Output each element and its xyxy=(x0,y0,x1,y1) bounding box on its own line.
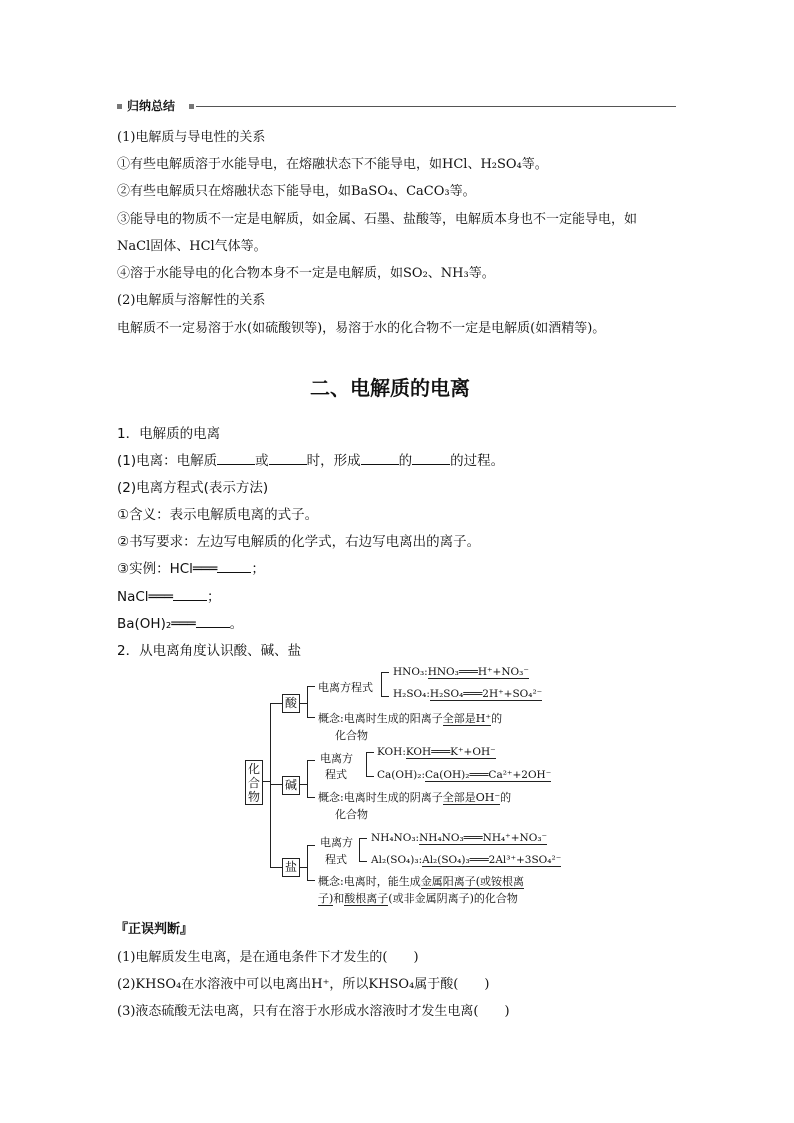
summary-line-3: ②有些电解质只在熔融状态下能导电，如BaSO₄、CaCO₃等。 xyxy=(117,184,476,199)
summary-line-5: NaCl固体、HCl气体等。 xyxy=(117,239,267,254)
base-box: 碱 xyxy=(282,776,300,795)
header-square-left xyxy=(117,104,122,109)
blank-1 xyxy=(217,452,255,465)
header-rule xyxy=(196,106,676,107)
base-eq2-formula: Ca(OH)₂═══Ca²⁺+2OH⁻ xyxy=(425,769,552,781)
base-eq-brace-top xyxy=(366,752,374,753)
salt-eq1-prefix: NH₄NO₃: xyxy=(371,832,420,844)
part2-heading: 2．从电离角度认识酸、碱、盐 xyxy=(117,643,302,659)
base-eq1-prefix: KOH: xyxy=(377,746,406,758)
judge-item-1 xyxy=(117,948,419,968)
acid-concept-a: 概念:电离时生成的阳离子 xyxy=(318,712,443,725)
base-eq-brace-bottom xyxy=(366,776,374,777)
part1-heading: 1．电解质的电离 xyxy=(117,426,221,442)
baoh-label: Ba(OH)₂═══ xyxy=(117,616,196,632)
salt-eq-brace-bottom xyxy=(359,861,367,862)
salt-eq1 xyxy=(371,832,547,844)
acid-eq2 xyxy=(393,688,542,700)
nacl-label: NaCl═══ xyxy=(117,589,173,605)
judge-item-2-text: (2)KHSO₄在水溶液中可以电离出H⁺，所以KHSO₄属于酸( xyxy=(117,977,459,992)
base-concept-b: 的 xyxy=(500,791,512,804)
judge-item-1-text: (1)电解质发生电离，是在通电条件下才发生的( xyxy=(117,950,388,965)
judge-title-text: 正误判断 xyxy=(128,922,181,937)
section-title: 二、电解质的电离 xyxy=(310,376,470,400)
salt-brace-top xyxy=(307,845,315,846)
acid-eq1-prefix: HNO₃: xyxy=(393,666,428,678)
ionization-text-c: 时，形成 xyxy=(306,453,361,469)
summary-line-4: ③能导电的物质不一定是电解质，如金属、石墨、盐酸等，电解质本身也不一定能导电，如 xyxy=(117,212,638,227)
summary-label: 归纳总结 xyxy=(127,99,176,113)
salt-concept-line2 xyxy=(318,890,518,906)
example-nacl xyxy=(117,587,220,607)
acid-concept xyxy=(318,710,502,726)
base-concept-c: 化合物 xyxy=(335,808,368,821)
base-eq-label-1: 电离方 xyxy=(320,752,353,765)
ionization-text-e: 的过程。 xyxy=(450,453,505,469)
base-concept xyxy=(318,789,511,805)
salt-concept-underlined-2: 子) xyxy=(318,892,334,905)
acid-eq1-formula: HNO₃═══H⁺+NO₃⁻ xyxy=(427,666,529,678)
salt-concept xyxy=(318,873,524,889)
salt-brace xyxy=(307,845,308,881)
acid-eq2-formula: H₂SO₄═══2H⁺+SO₄²⁻ xyxy=(429,688,543,700)
ionization-text-d: 的 xyxy=(398,453,413,469)
salt-eq-brace xyxy=(359,838,360,862)
base-concept-a: 概念:电离时生成的阴离子 xyxy=(318,791,443,804)
salt-concept-underlined-3: 酸根离子 xyxy=(344,892,389,905)
example-end: ； xyxy=(251,561,265,577)
salt-eq1-formula: NH₄NO₃═══NH₄⁺+NO₃⁻ xyxy=(419,832,548,844)
base-brace-top xyxy=(307,760,315,761)
acid-concept-b: 的 xyxy=(491,712,503,725)
root-label: 化合物 xyxy=(247,762,260,804)
salt-eq2-prefix: Al₂(SO₄)₃: xyxy=(371,854,423,866)
salt-eq2 xyxy=(371,854,561,866)
acid-eq-brace-top xyxy=(381,672,389,673)
base-eq1 xyxy=(377,746,496,758)
judge-item-1-end: ) xyxy=(413,950,419,965)
ionization-text-a: (1)电离：电解质 xyxy=(117,453,218,469)
salt-eq-brace-top xyxy=(359,838,367,839)
judge-item-3-end: ) xyxy=(504,1004,510,1019)
acid-eq-label: 电离方程式 xyxy=(318,681,373,694)
acid-box: 酸 xyxy=(282,694,300,713)
judge-item-3 xyxy=(117,1002,510,1022)
base-stub xyxy=(299,784,307,785)
root-connector xyxy=(262,781,270,782)
salt-stub xyxy=(299,867,307,868)
acid-brace-bottom xyxy=(307,717,315,718)
base-eq-label-2: 程式 xyxy=(325,768,347,781)
base-concept-underlined: 全部是OH⁻ xyxy=(442,791,501,804)
summary-line-6: ④溶于水能导电的化合物本身不一定是电解质，如SO₂、NH₃等。 xyxy=(117,266,495,281)
acid-brace-top xyxy=(307,686,315,687)
acid-eq-brace-bottom xyxy=(381,696,389,697)
salt-eq2-formula: Al₂(SO₄)₃═══2Al³⁺+3SO₄²⁻ xyxy=(422,854,562,866)
equation-title: (2)电离方程式(表示方法) xyxy=(117,480,269,496)
salt-box: 盐 xyxy=(282,858,300,877)
acid-connector xyxy=(270,703,282,704)
ionization-text-b: 或 xyxy=(255,453,269,469)
acid-concept-underlined: 全部是H⁺ xyxy=(442,712,492,725)
requirement-line: ②书写要求：左边写电解质的化学式，右边写电离出的离子。 xyxy=(117,534,481,550)
acid-stub xyxy=(299,703,307,704)
summary-line-8: 电解质不一定易溶于水(如硫酸钡等)，易溶于水的化合物不一定是电解质(如酒精等)。 xyxy=(117,321,606,336)
salt-concept-underlined-1: 金属阳离子(或铵根离 xyxy=(420,875,525,888)
acid-concept-c: 化合物 xyxy=(335,729,368,742)
header-square-right xyxy=(189,104,194,109)
judge-item-3-text: (3)液态硫酸无法电离，只有在溶于水形成水溶液时才发生电离( xyxy=(117,1004,479,1019)
blank-hcl xyxy=(217,560,251,573)
acid-eq-brace xyxy=(381,672,382,697)
judge-item-2-end: ) xyxy=(484,977,490,992)
root-box xyxy=(245,760,263,805)
baoh-end: 。 xyxy=(229,616,244,632)
example-baoh xyxy=(117,614,243,634)
base-connector xyxy=(270,784,282,785)
blank-3 xyxy=(361,452,399,465)
salt-brace-bottom xyxy=(307,880,315,881)
blank-2 xyxy=(269,452,307,465)
salt-concept-c: (或非金属阴离子)的化合物 xyxy=(388,892,518,905)
salt-concept-b: 和 xyxy=(333,892,345,905)
base-brace xyxy=(307,760,308,798)
summary-line-1: (1)电解质与导电性的关系 xyxy=(117,130,266,145)
blank-nacl xyxy=(173,588,207,601)
example-hcl xyxy=(117,559,265,579)
base-eq2 xyxy=(377,769,551,781)
example-label: ③实例：HCl═══ xyxy=(117,561,218,577)
salt-eq-label-2: 程式 xyxy=(325,853,347,866)
salt-eq-label-1: 电离方 xyxy=(320,836,353,849)
acid-brace xyxy=(307,686,308,718)
judge-item-2 xyxy=(117,975,489,995)
blank-4 xyxy=(412,452,450,465)
salt-concept-a: 概念:电离时，能生成 xyxy=(318,875,421,888)
blank-baoh xyxy=(196,615,230,628)
acid-eq1 xyxy=(393,666,529,678)
root-brace xyxy=(270,703,271,867)
summary-line-7: (2)电解质与溶解性的关系 xyxy=(117,293,266,308)
ionization-definition xyxy=(117,451,504,471)
base-brace-bottom xyxy=(307,797,315,798)
base-eq2-prefix: Ca(OH)₂: xyxy=(377,769,425,781)
nacl-end: ； xyxy=(206,589,221,605)
base-eq1-formula: KOH═══K⁺+OH⁻ xyxy=(405,746,496,758)
base-eq-brace xyxy=(366,752,367,777)
meaning-line: ①含义：表示电解质电离的式子。 xyxy=(117,507,319,523)
summary-line-2: ①有些电解质溶于水能导电，在熔融状态下不能导电，如HCl、H₂SO₄等。 xyxy=(117,157,548,172)
judge-title: 『正误判断』 xyxy=(115,922,194,937)
salt-connector xyxy=(270,867,282,868)
acid-eq2-prefix: H₂SO₄: xyxy=(393,688,430,700)
